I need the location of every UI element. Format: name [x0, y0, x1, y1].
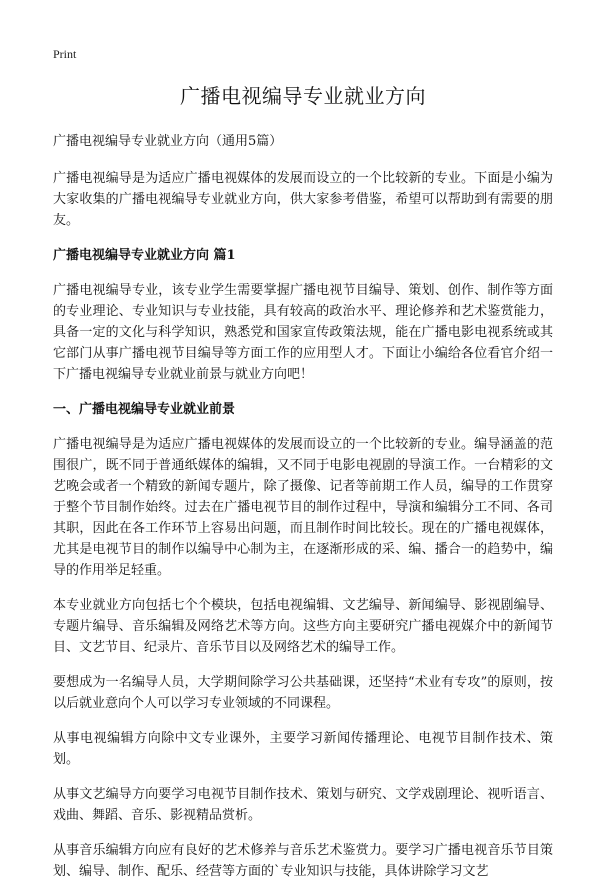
document-subtitle: 广播电视编导专业就业方向（通用5篇） [53, 134, 283, 149]
document-title: 广播电视编导专业就业方向 [180, 84, 426, 108]
section-paragraph: 广播电视编导专业，该专业学生需要掌握广播电视节目编导、策划、创作、制作等方面的专业理论、专业知识与专业技能，具有较高的政治水平、理论修养和艺术鉴赏能力，具备一定的文化与科学知识，熟悉党和国家宣传政策法规，能在广播电影电视系统或其它部门从事广播电视节目编导等方面工作的应用型人才。下面让小编给各位看官介绍一下广播电视编导专业就业前景与就业方向吧！ [53, 283, 553, 382]
document-body [53, 76, 553, 896]
intro-paragraph: 广播电视编导是为适应广播电视媒体的发展而设立的一个比较新的专业。下面是小编为大家收集的广播电视编导专业就业方向，供大家参考借鉴，希望可以帮助到有需要的朋友。 [53, 171, 553, 228]
section-heading: 广播电视编导专业就业方向 篇1 [53, 248, 236, 263]
body-paragraph: 要想成为一名编导人员，大学期间除学习公共基础课，还坚持“术业有专攻”的原则，按以后就业意向个人可以学习专业领域的不同课程。 [53, 675, 553, 711]
subsection-heading: 一、广播电视编导专业就业前景 [53, 402, 236, 417]
body-paragraph: 从事音乐编辑方向应有良好的艺术修养与音乐艺术鉴赏力。要学习广播电视音乐节目策划、编导、制作、配乐、经营等方面的`专业知识与技能，具体讲除学习文艺 [53, 843, 553, 879]
body-paragraph: 从事文艺编导方向要学习电视节目制作技术、策划与研究、文学戏剧理论、视听语言、戏曲、舞蹈、音乐、影视精品赏析。 [53, 787, 553, 823]
print-link[interactable]: Print [53, 47, 77, 61]
body-paragraph: 广播电视编导是为适应广播电视媒体的发展而设立的一个比较新的专业。编导涵盖的范围很广，既不同于普通纸媒体的编辑，又不同于电影电视剧的导演工作。一台精彩的文艺晚会或者一个精致的新闻专题片，除了摄像、记者等前期工作人员，编导的工作贯穿于整个节目制作始终。过去在广播电视节目的制作过程中，导演和编辑分工不同、各司其职，因此在各工作环节上容易出问题，而且制作时间比较长。现在的广播电视媒体，尤其是电视节目的制作以编导中心制为主，在逐渐形成的采、编、播合一的趋势中，编导的作用举足轻重。 [53, 437, 553, 578]
body-paragraph: 从事电视编辑方向除中文专业课外，主要学习新闻传播理论、电视节目制作技术、策划。 [53, 731, 553, 767]
body-paragraph: 本专业就业方向包括七个个模块，包括电视编辑、文艺编导、新闻编导、影视剧编导、专题片编导、音乐编辑及网络艺术等方向。这些方向主要研究广播电视媒介中的新闻节目、文艺节目、纪录片、音乐节目以及网络艺术的编导工作。 [53, 598, 553, 655]
